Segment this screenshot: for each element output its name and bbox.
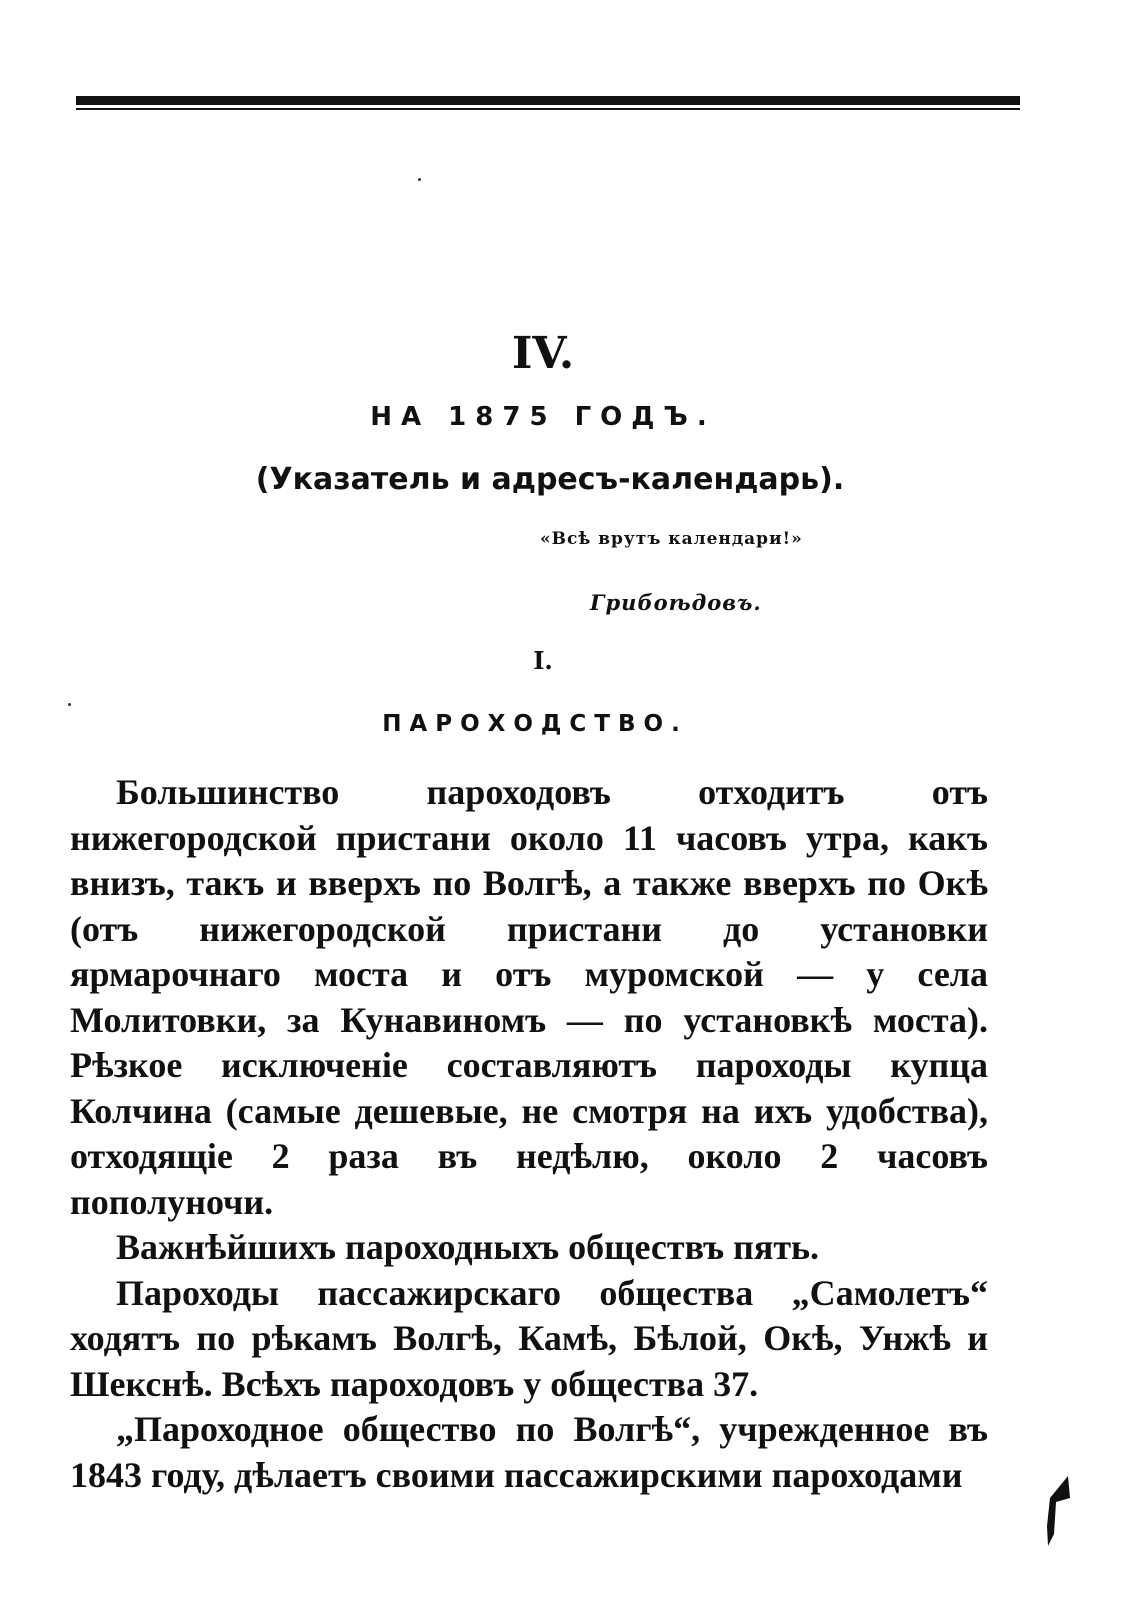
- corner-mark-icon: [1044, 1476, 1070, 1548]
- subtitle: (Указатель и адресъ-календарь).: [255, 462, 845, 497]
- epigraph-author: Грибоѣдовъ.: [590, 590, 762, 615]
- paragraph: „Пароходное общество по Волгѣ“, учрежденное въ 1843 году, дѣлаетъ своими пассажирскими пароходами: [70, 1409, 988, 1495]
- body-text: [70, 770, 988, 1498]
- print-speck: [68, 703, 71, 706]
- year-title: НА 1875 ГОДЪ.: [370, 402, 716, 432]
- section-title: ПАРОХОДСТВО.: [382, 711, 688, 737]
- chapter-number: IV.: [511, 328, 575, 379]
- paragraph: Большинство пароходовъ отходитъ отъ нижегородской пристани около 11 часовъ утра, какъ внизъ, такъ и вверхъ по Волгѣ, а также вверхъ по Окѣ (отъ нижегородской пристани до установки ярмарочнаго моста и отъ муромской — у села Молитовки, за Кунавиномъ — по установкѣ моста). Рѣзкое исключенiе составляютъ пароходы купца Колчина (самые дешевые, не смотря на ихъ удобства), отходящiе 2 раза въ недѣлю, около 2 часовъ пополуночи.: [70, 772, 988, 1222]
- paragraph: Важнѣйшихъ пароходныхъ обществъ пять.: [116, 1227, 820, 1267]
- epigraph-quote: «Всѣ врутъ календари!»: [540, 529, 803, 549]
- top-rule-thick: [76, 96, 1020, 105]
- top-rule-thin: [76, 108, 1020, 110]
- section-number: I.: [533, 646, 553, 675]
- paragraph: Пароходы пассажирскаго общества „Самолетъ“ ходятъ по рѣкамъ Волгѣ, Камѣ, Бѣлой, Окѣ, Унжѣ и Шекснѣ. Всѣхъ пароходовъ у общества 37.: [70, 1272, 988, 1404]
- print-speck: [418, 178, 421, 181]
